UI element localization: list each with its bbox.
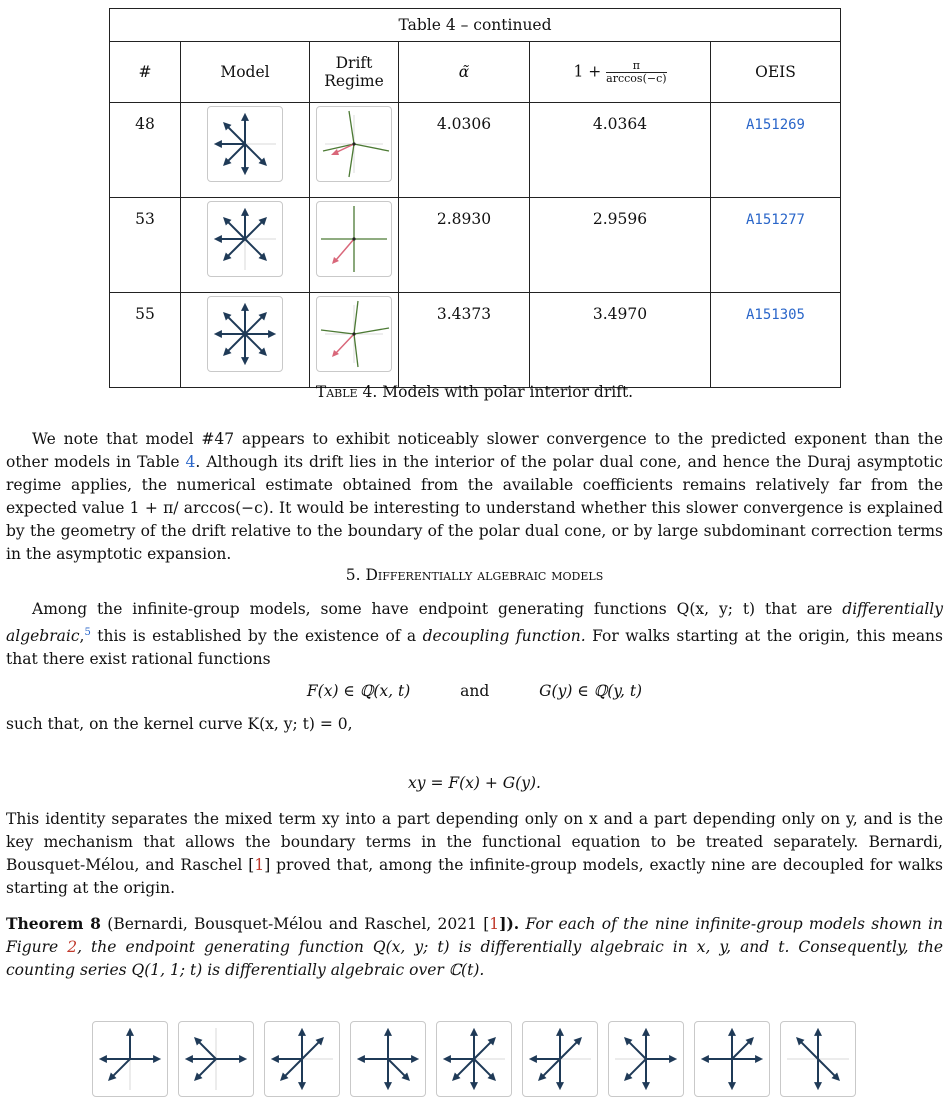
row-num: 55: [110, 293, 181, 388]
arrowhead-icon: [755, 1055, 763, 1063]
arrowhead-icon: [411, 1055, 419, 1063]
section-number: 5.: [345, 566, 361, 584]
theorem-attrib-a: (Bernardi, Bousquet-Mélou and Raschel, 2021 [: [107, 915, 490, 933]
arrowhead-icon: [701, 1055, 709, 1063]
step-arrow-nw: [226, 125, 245, 144]
arrowhead-icon: [529, 1055, 537, 1063]
step-arrow-ne: [245, 315, 264, 334]
col-header-alpha: α̃: [399, 42, 530, 103]
drift-cell: [310, 198, 399, 293]
step-set-icon: [92, 1021, 168, 1097]
para2-text-d: For walks starting at the origin, this means that there exist rational functions: [6, 627, 943, 669]
figure-step-set-gallery: [92, 1021, 862, 1101]
theorem-label: Theorem 8: [6, 914, 101, 933]
oeis-link[interactable]: A151277: [745, 212, 805, 228]
arrowhead-icon: [298, 1082, 306, 1090]
arrowhead-icon: [556, 1082, 564, 1090]
step-arrow-se: [245, 144, 264, 163]
col-header-drift: [310, 42, 399, 103]
row-predicted: 4.0364: [530, 103, 711, 198]
para2-emph-2: decoupling function.: [422, 627, 586, 646]
drift-regime-48-icon: [316, 106, 392, 182]
arrowhead-icon: [669, 1055, 677, 1063]
arrowhead-icon: [268, 330, 276, 338]
arrowhead-icon: [728, 1082, 736, 1090]
oeis-cell: [711, 103, 841, 198]
step-arrow-nw: [627, 1040, 646, 1059]
para2-text-b: ,: [79, 627, 85, 646]
step-arrow-sw: [283, 1059, 302, 1078]
caption-label: Table 4.: [315, 383, 378, 401]
drift-header-line1: Drift: [335, 54, 373, 72]
row-predicted: 3.4970: [530, 293, 711, 388]
citation-link[interactable]: 1: [254, 856, 265, 874]
row-alpha: 3.4373: [399, 293, 530, 388]
para4-text-a: This identity separates the mixed term xy into a part depending only on x and a part depending only on y, and is the key mechanism that allows the boundary terms in the functional equation to be treated separately. Bernardi, Bousquet-Mélou, and Raschel [: [6, 810, 943, 874]
step-arrow-nw: [197, 1040, 216, 1059]
formula-fraction: [606, 60, 666, 85]
arrowhead-icon: [470, 1082, 478, 1090]
step-arrow-ne: [474, 1040, 493, 1059]
arrowhead-icon: [241, 208, 249, 216]
col-header-model: Model: [181, 42, 310, 103]
model-cell: [181, 293, 310, 388]
step-arrow-ne: [560, 1040, 579, 1059]
table-row: [110, 293, 841, 388]
step-arrow-ne: [245, 220, 264, 239]
footnote-link[interactable]: 5: [84, 627, 91, 638]
row-num: 48: [110, 103, 181, 198]
arrowhead-icon: [214, 330, 222, 338]
step-set-icon: [780, 1021, 856, 1097]
para2-emph-1: differentially algebraic: [6, 600, 943, 646]
equation-rational-functions: [0, 682, 949, 700]
eq1-right: G(y) ∈ ℚ(y, t): [539, 682, 643, 700]
col-header-oeis: OEIS: [711, 42, 841, 103]
arrowhead-icon: [126, 1028, 134, 1036]
theorem-block: [6, 912, 943, 982]
theorem-body-a: For each of the nine infinite-group models shown in Figure: [6, 915, 943, 956]
arrowhead-icon: [556, 1028, 564, 1036]
oeis-link[interactable]: A151269: [745, 117, 805, 133]
oeis-cell: [711, 198, 841, 293]
citation-link[interactable]: 1: [489, 915, 500, 933]
table-ref-link[interactable]: 4: [185, 453, 196, 471]
arrowhead-icon: [642, 1082, 650, 1090]
table-caption: [0, 383, 949, 401]
para4-text-b: ] proved that, among the infinite-group models, exactly nine are decoupled for walks starting at the origin.: [6, 856, 943, 897]
para1-text-b: . Although its drift lies in the interior of the polar dual cone, and hence the Duraj asymptotic regime applies, the numerical estimate obtained from the available coefficients remains relatively far from the expected value 1 + π/ arccos(−c). It would be interesting to understand whether this slower convergence is explained by the geometry of the drift relative to the boundary of the polar dual cone, or by large subdominant correction terms in the asymptotic expansion.: [6, 453, 943, 563]
step-arrow-sw: [226, 144, 245, 163]
step-arrow-se: [474, 1059, 493, 1078]
row-alpha: 2.8930: [399, 198, 530, 293]
step-set-53-icon: [207, 201, 283, 277]
step-arrow-sw: [226, 239, 245, 258]
arrowhead-icon: [241, 357, 249, 365]
step-arrow-sw: [197, 1059, 216, 1078]
step-arrow-sw: [455, 1059, 474, 1078]
oeis-link[interactable]: A151305: [745, 307, 805, 323]
theorem-attrib-b: ]).: [499, 914, 520, 933]
step-arrow-sw: [541, 1059, 560, 1078]
step-arrow-se: [245, 239, 264, 258]
para1-text-a: We note that model #47 appears to exhibit noticeably slower convergence to the predicted exponent than the other models in Table: [6, 430, 943, 471]
paragraph-decoupling: [6, 598, 943, 671]
drift-regime-55-icon: [316, 296, 392, 372]
section-title: Differentially algebraic models: [365, 566, 604, 584]
table-row: [110, 198, 841, 293]
arrowhead-icon: [153, 1055, 161, 1063]
step-arrow-se: [245, 334, 264, 353]
model-cell: [181, 198, 310, 293]
paragraph-convergence: [6, 428, 943, 566]
step-set-icon: [436, 1021, 512, 1097]
arrowhead-icon: [443, 1055, 451, 1063]
formula-denominator: arccos(−c): [606, 71, 667, 85]
table-row: [110, 103, 841, 198]
formula-prefix: 1 +: [573, 62, 602, 80]
arrowhead-icon: [298, 1028, 306, 1036]
step-set-icon: [264, 1021, 340, 1097]
arrowhead-icon: [642, 1028, 650, 1036]
equation-decoupling: [0, 774, 949, 792]
step-set-icon: [608, 1021, 684, 1097]
step-arrow-nw: [799, 1040, 818, 1059]
drift-cell: [310, 293, 399, 388]
model-cell: [181, 103, 310, 198]
arrowhead-icon: [728, 1028, 736, 1036]
col-header-formula: [530, 42, 711, 103]
drift-regime-53-icon: [316, 201, 392, 277]
eq1-left: F(x) ∈ ℚ(x, t): [306, 682, 411, 700]
step-arrow-ne: [732, 1040, 751, 1059]
arrowhead-icon: [239, 1055, 247, 1063]
step-arrow-nw: [226, 315, 245, 334]
step-arrow-se: [818, 1059, 837, 1078]
step-arrow-sw: [111, 1059, 130, 1078]
row-num: 53: [110, 198, 181, 293]
figure-ref-link[interactable]: 2: [67, 938, 78, 956]
step-set-icon: [694, 1021, 770, 1097]
para2-text-a: Among the infinite-group models, some have endpoint generating functions Q(x, y; t) that are: [32, 600, 843, 618]
drift-header-line2: Regime: [324, 72, 384, 90]
drift-cell: [310, 103, 399, 198]
step-arrow-sw: [627, 1059, 646, 1078]
step-set-48-icon: [207, 106, 283, 182]
section-heading: [0, 566, 949, 584]
row-predicted: 2.9596: [530, 198, 711, 293]
theorem-body-b: , the endpoint generating function Q(x, y; t) is differentially algebraic in x, y, and t. Consequently, the counting series Q(1, 1; t) is differentially algebraic over ℂ(t).: [6, 938, 943, 979]
para2-text-c: this is established by the existence of a: [90, 627, 423, 646]
step-arrow-nw: [226, 220, 245, 239]
arrowhead-icon: [384, 1028, 392, 1036]
arrowhead-icon: [271, 1055, 279, 1063]
step-arrow-se: [388, 1059, 407, 1078]
arrowhead-icon: [241, 303, 249, 311]
col-header-num: #: [110, 42, 181, 103]
step-set-55-icon: [207, 296, 283, 372]
formula-numerator: π: [606, 60, 666, 73]
eq2-text: xy = F(x) + G(y).: [408, 774, 541, 792]
arrowhead-icon: [241, 113, 249, 121]
step-arrow-sw: [226, 334, 245, 353]
caption-text: Models with polar interior drift.: [382, 383, 634, 401]
arrowhead-icon: [814, 1082, 822, 1090]
arrowhead-icon: [470, 1028, 478, 1036]
step-arrow-ne: [302, 1040, 321, 1059]
arrowhead-icon: [214, 140, 222, 148]
paragraph-identity: [6, 808, 943, 900]
arrowhead-icon: [214, 235, 222, 243]
arrowhead-icon: [241, 167, 249, 175]
results-table: [109, 8, 841, 388]
arrowhead-icon: [185, 1055, 193, 1063]
table-continued-label: Table 4 – continued: [110, 9, 841, 42]
arrowhead-icon: [357, 1055, 365, 1063]
paragraph-kernel: such that, on the kernel curve K(x, y; t) = 0,: [6, 715, 353, 733]
arrowhead-icon: [384, 1082, 392, 1090]
arrowhead-icon: [99, 1055, 107, 1063]
eq1-and: and: [460, 682, 490, 700]
row-alpha: 4.0306: [399, 103, 530, 198]
arrowhead-icon: [814, 1028, 822, 1036]
step-set-icon: [522, 1021, 598, 1097]
step-set-icon: [350, 1021, 426, 1097]
step-set-icon: [178, 1021, 254, 1097]
oeis-cell: [711, 293, 841, 388]
